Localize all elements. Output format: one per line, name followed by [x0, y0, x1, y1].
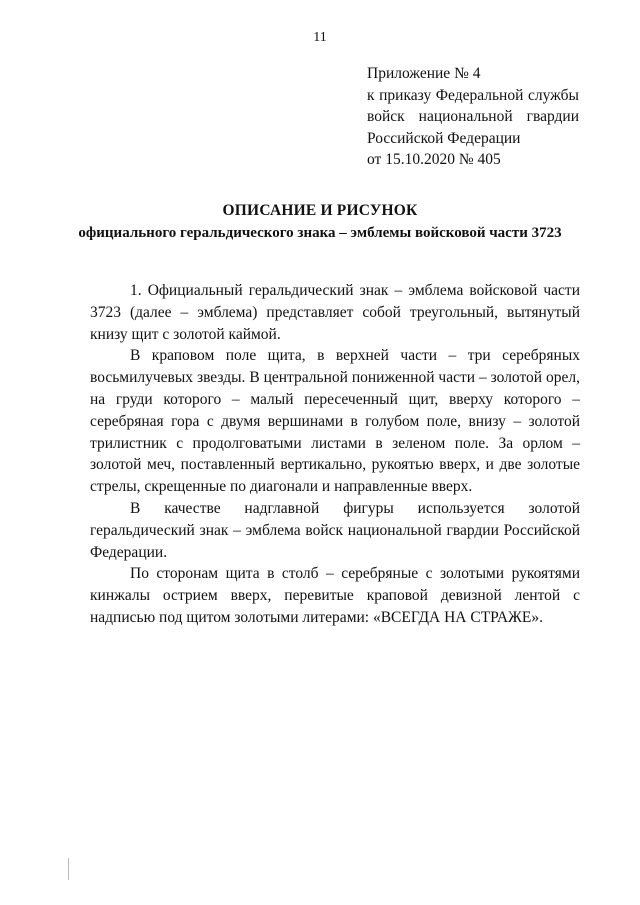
paragraph-3: В качестве надглавной фигуры используется золотой геральдический знак – эмблема войск национальной гвардии Российской Федерации.: [90, 499, 580, 561]
appendix-line-2: к приказу Федеральной службы: [367, 86, 579, 104]
appendix-header: [367, 63, 579, 171]
appendix-line-1: Приложение № 4: [367, 65, 481, 82]
appendix-line-5: от 15.10.2020 № 405: [367, 151, 501, 168]
scan-margin-mark: [68, 858, 69, 880]
paragraph-2: В краповом поле щита, в верхней части – три серебряных восьмилучевых звезды. В центральной пониженной части – золотой орел, на груди которого – малый пересеченный щит, вверху которого – серебряная гора с двумя вершинами в голубом поле, внизу – золотой трилистник с продолговатыми листами в зеленом поле. За орлом – золотой меч, поставленный вертикально, рукоятью вверх, и две золотые стрелы, скрещенные по диагонали и направленные вверх.: [90, 347, 580, 496]
paragraph-1: 1. Официальный геральдический знак – эмблема войсковой части 3723 (далее – эмблема) представляет собой треугольный, вытянутый книзу щит с золотой каймой.: [90, 282, 580, 343]
document-subtitle: официального геральдического знака – эмблемы войсковой части 3723: [78, 225, 562, 241]
appendix-line-3: войск национальной гвардии: [367, 108, 579, 125]
document-title: ОПИСАНИЕ И РИСУНОК: [222, 202, 418, 219]
paragraph-4: По сторонам щита в столб – серебряные с золотыми рукоятями кинжалы острием вверх, перевитые краповой девизной лентой с надписью под щитом золотыми литерами: «ВСЕГДА НА СТРАЖЕ».: [90, 565, 580, 626]
document-body: [90, 280, 580, 629]
page-number: 11: [313, 30, 327, 45]
appendix-line-4: Российской Федерации: [367, 129, 521, 147]
